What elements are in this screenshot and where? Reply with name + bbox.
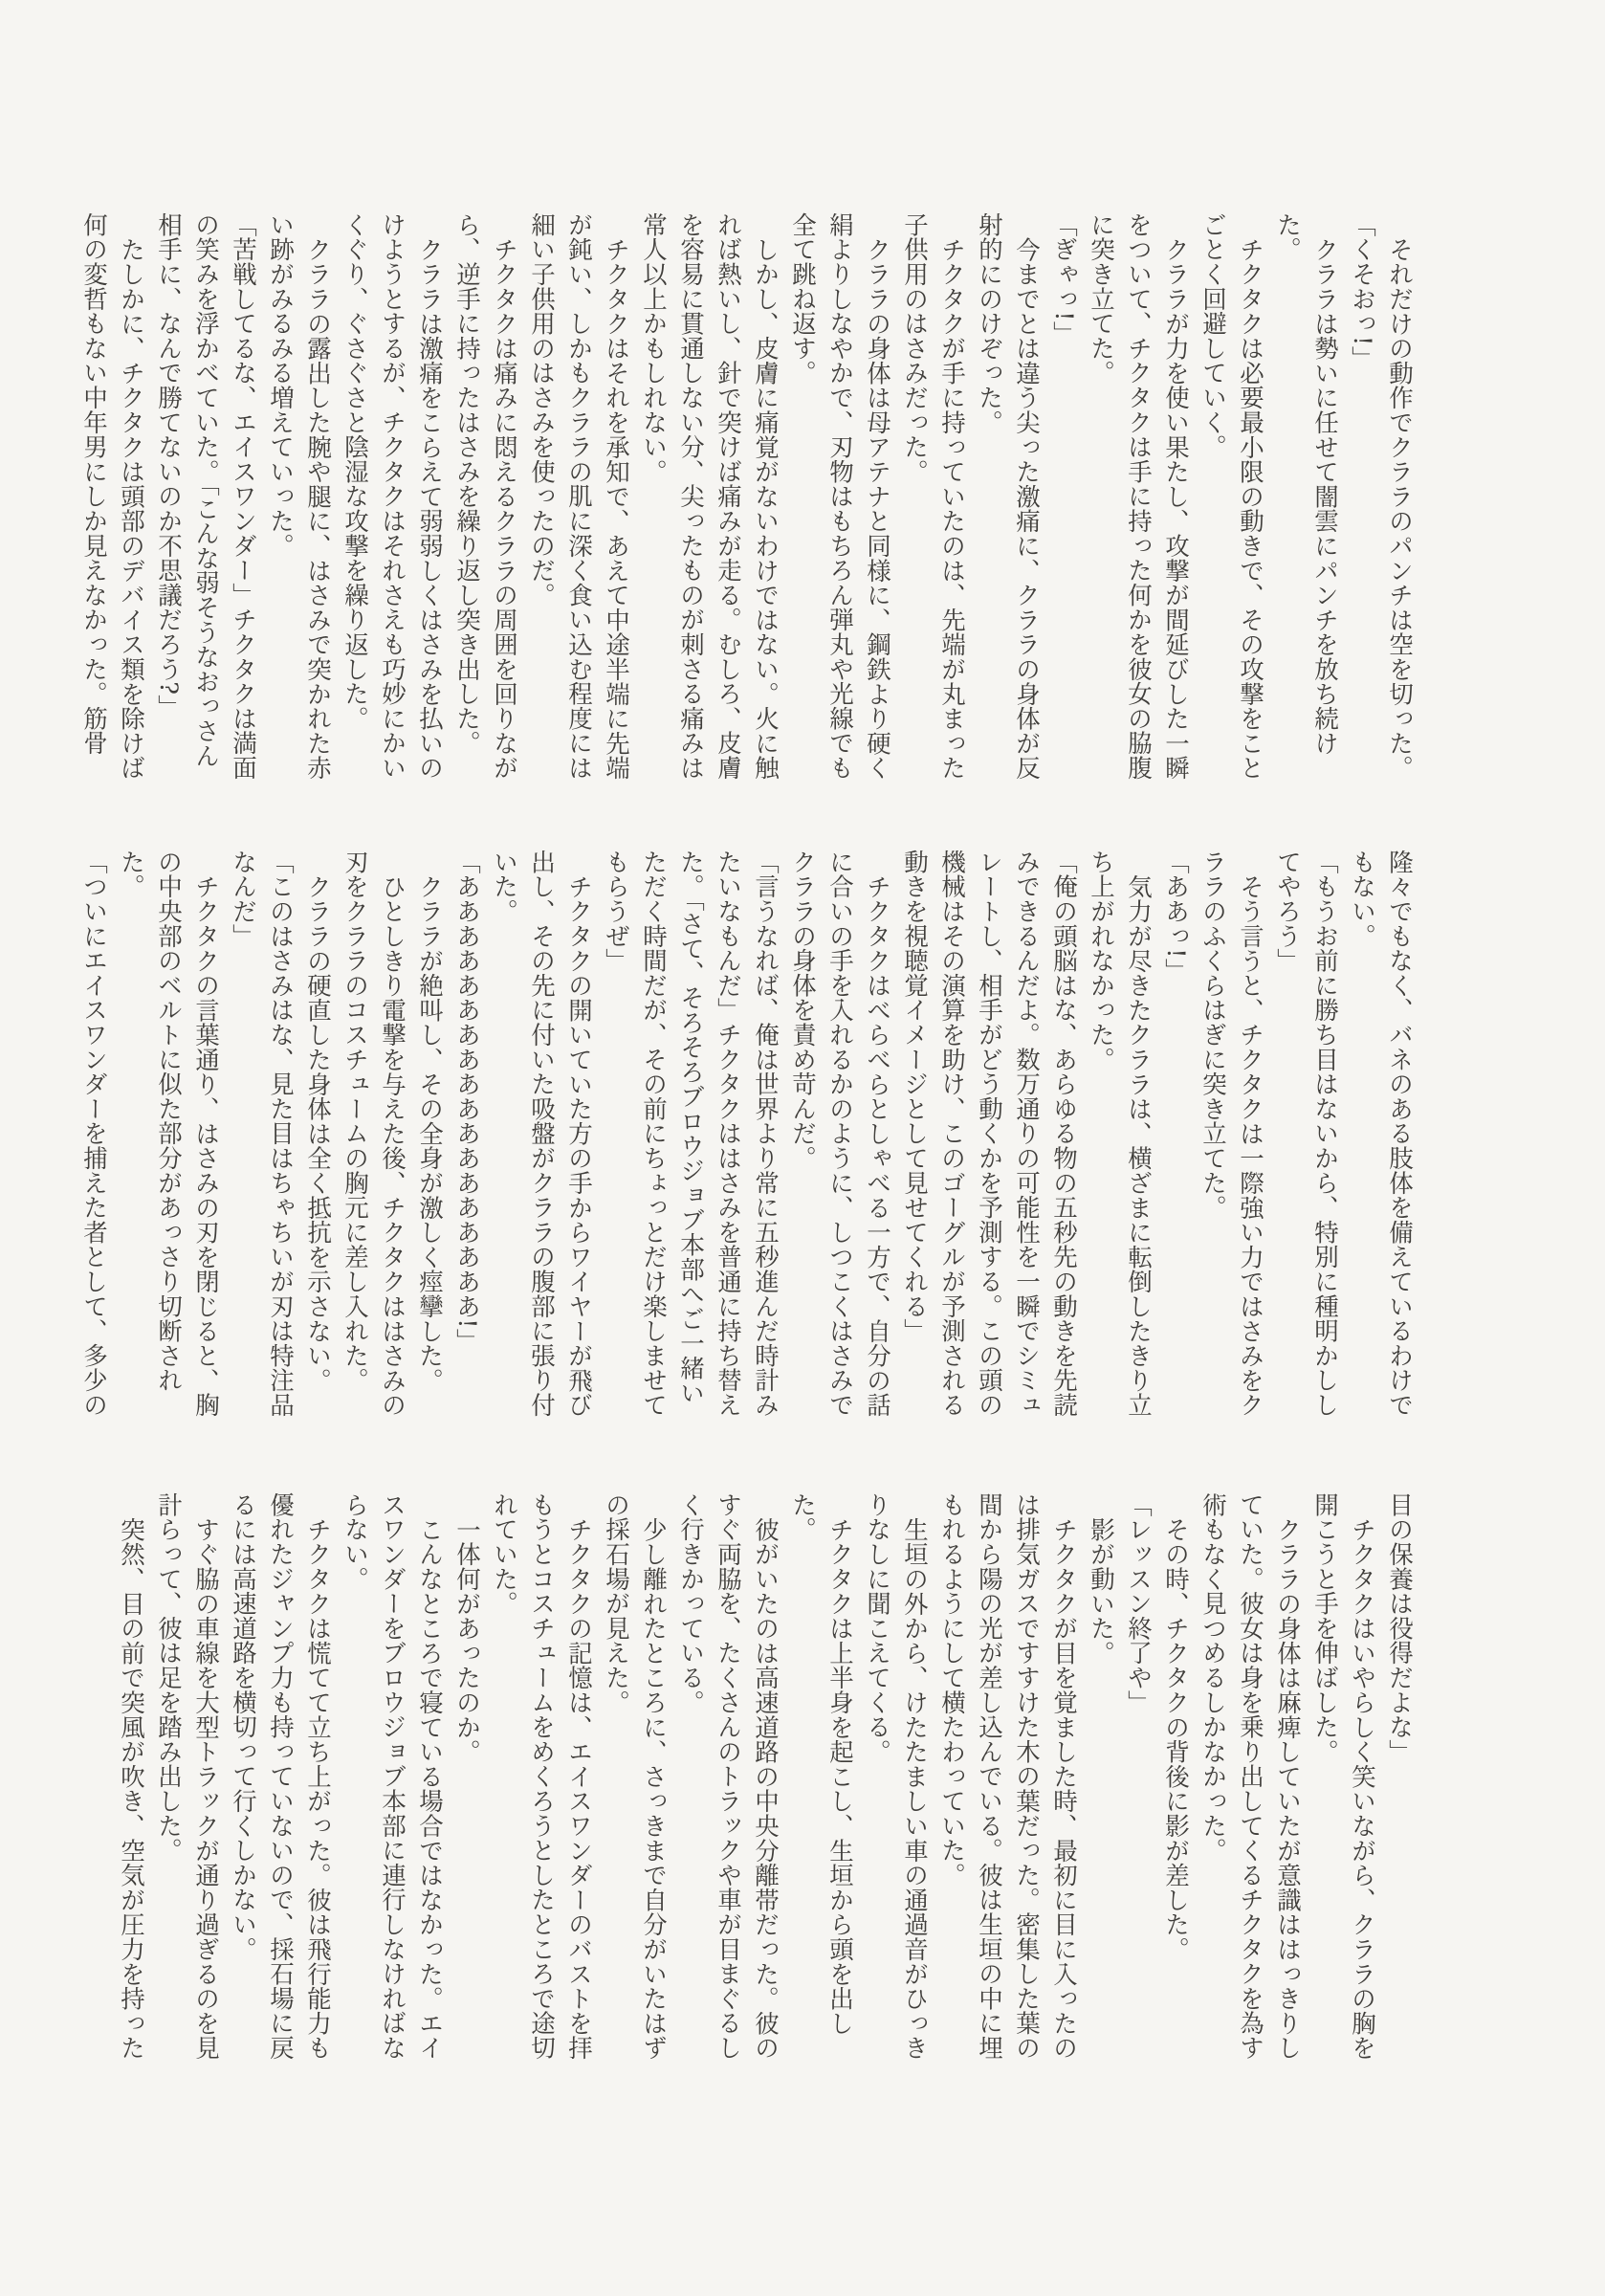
paragraph: チクタクの記憶は、エイスワンダーのバストを拝もうとコスチュームをめくろうとしたところで途切れていた。 [490,1492,593,2061]
paragraph: 目の保養は役得だよな」 [1385,1492,1414,1764]
paragraph: たしかに、チクタクは頭部のデバイス類を除けば何の変哲もない中年男にしか見えなかった。筋骨 [79,212,145,781]
paragraph: チクタクはそれを承知で、あえて中途半端に先端が鈍い、しかもクララの肌に深く食い込む程度には細い子供用のはさみを使ったのだ。 [527,212,630,781]
paragraph: ひとしきり電撃を与えた後、チクタクははさみの刃をクララのコスチュームの胸元に差し入れた。 [341,850,407,1418]
paragraph: チクタクは上半身を起こし、生垣から頭を出した。 [788,1492,854,2036]
paragraph: 一体何があったのか。 [452,1516,481,1764]
dialogue-paragraph: 「俺の頭脳はな、あらゆる物の五秒先の動きを先読みできるんだよ。数万通りの可能性を一瞬でシミュレートし、相手がどう動くかを予測する。この頭の機械はその演算を助け、このゴーグルが予測される動きを視聴覚イメージとして見せてくれる」 [900,850,1078,1418]
dialogue-paragraph: 「ぎゃっ!」 [1049,212,1078,346]
dialogue-paragraph: 「言うなれば、俺は世界より常に五秒進んだ時計みたいなもんだ」チクタクははさみを普通に持ち替えた。「さて、そろそろブロウジョブ本部へご一緒いただく時間だが、その前にちょっとだけ楽しませてもらうぜ」 [602,850,780,1418]
paragraph: 生垣の外から、けたたましい車の通過音がひっきりなしに聞こえてくる。 [863,1492,929,2061]
paragraph: チクタクは慌てて立ち上がった。彼は飛行能力も優れたジャンプ力も持っていないので、採石場に戻るには高速道路を横切って行くしかない。 [229,1492,332,2061]
dialogue-paragraph: 「ついにエイスワンダーを捕えた者として、多少の [79,850,108,1418]
text-band-2 [75,850,1418,1420]
paragraph: チクタクはいやらしく笑いながら、クララの胸を開こうと手を伸ばした。 [1310,1492,1376,2061]
dialogue-paragraph: 「ああああああああああああああああああ!」 [452,850,481,1354]
paragraph: 影が動いた。 [1087,1516,1115,1666]
paragraph: すぐ脇の車線を大型トラックが通り過ぎるのを見計らって、彼は足を踏み出した。 [154,1492,220,2061]
paragraph: こんなところで寝ている場合ではなかった。エイスワンダーをブロウジョブ本部に連行しなければならない。 [341,1492,444,2061]
paragraph: チクタクが目を覚ました時、最初に目に入ったのは排気ガスですすけた木の葉だった。密集した葉の間から陽の光が差し込んでいる。彼は生垣の中に埋もれるようにして横たわっていた。 [937,1492,1078,2061]
dialogue-paragraph: 「もうお前に勝ち目はないから、特別に種明かししてやろう」 [1273,850,1339,1418]
dialogue-paragraph: 「レッスン終了や」 [1124,1492,1153,1715]
text-band-3 [112,1492,1418,2063]
paragraph: チクタクの開いていた方の手からワイヤーが飛び出し、その先に付いた吸盤がクララの腹部に張り付いた。 [490,850,593,1418]
paragraph: そう言うと、チクタクは一際強い力ではさみをクララのふくらはぎに突き立てた。 [1198,850,1264,1418]
dialogue-paragraph: 「ああっ!」 [1161,850,1190,983]
paragraph: クララが力を使い果たし、攻撃が間延びした一瞬をついて、チクタクは手に持った何かを彼女の脇腹に突き立てた。 [1087,212,1190,781]
paragraph: 隆々でもなく、バネのある肢体を備えているわけでもない。 [1348,850,1414,1418]
paragraph: チクタクは痛みに悶えるクララの周囲を回りながら、逆手に持ったはさみを繰り返し突き出した。 [452,212,518,781]
paragraph: チクタクは必要最小限の動きで、その攻撃をことごとく回避していく。 [1198,212,1264,781]
paragraph: しかし、皮膚に痛覚がないわけではない。火に触れば熱いし、針で突けば痛みが走る。むしろ、皮膚を容易に貫通しない分、尖ったものが刺さる痛みは常人以上かもしれない。 [639,212,780,781]
paragraph: それだけの動作でクララのパンチは空を切った。 [1385,236,1414,781]
dialogue-paragraph: 「このはさみはな、見た目はちゃちいが刃は特注品なんだ」 [229,850,295,1418]
paragraph: 気力が尽きたクララは、横ざまに転倒したきり立ち上がれなかった。 [1087,850,1153,1418]
paragraph: 今までとは違う尖った激痛に、クララの身体が反射的にのけぞった。 [975,212,1041,781]
paragraph: チクタクはべらべらとしゃべる一方で、自分の話に合いの手を入れるかのように、しつこくはさみでクララの身体を責め苛んだ。 [788,850,891,1418]
text-band-1 [75,212,1418,783]
paragraph: チクタクの言葉通り、はさみの刃を閉じると、胸の中央部のベルトに似た部分があっさり切断された。 [117,850,220,1418]
paragraph: クララは勢いに任せて闇雲にパンチを放ち続けた。 [1273,212,1339,756]
paragraph: クララが絶叫し、その全身が激しく痙攣した。 [415,873,444,1393]
paragraph: チクタクが手に持っていたのは、先端が丸まった子供用のはさみだった。 [900,212,966,781]
dialogue-paragraph: 「苦戦してるな、エイスワンダー」チクタクは満面の笑みを浮かべていた。「こんな弱そうなおっさん相手に、なんで勝てないのか不思議だろう?」 [154,212,257,781]
paragraph: クララの硬直した身体は全く抵抗を示さない。 [303,873,332,1393]
paragraph: 突然、目の前で突風が吹き、空気が圧力を持った [117,1516,145,2061]
paragraph: 少し離れたところに、さっきまで自分がいたはずの採石場が見えた。 [602,1492,668,2061]
paragraph: クララの露出した腕や腿に、はさみで突かれた赤い跡がみるみる増えていった。 [266,212,332,781]
paragraph: 彼がいたのは高速道路の中央分離帯だった。彼のすぐ両脇を、たくさんのトラックや車が目まぐるしく行きかっている。 [676,1492,780,2061]
paragraph: その時、チクタクの背後に影が差した。 [1161,1516,1190,1961]
paragraph: クララは激痛をこらえて弱弱しくはさみを払いのけようとするが、チクタクはそれさえも巧妙にかいくぐり、ぐさぐさと陰湿な攻撃を繰り返した。 [341,212,444,781]
dialogue-paragraph: 「くそおっ!」 [1348,212,1376,371]
paragraph: クララの身体は母アテナと同様に、鋼鉄より硬く絹よりしなやかで、刃物はもちろん弾丸や光線でも全て跳ね返す。 [788,212,891,781]
paragraph: クララの身体は麻痺していたが意識ははっきりしていた。彼女は身を乗り出してくるチクタクを為す術もなく見つめるしかなかった。 [1198,1492,1302,2061]
